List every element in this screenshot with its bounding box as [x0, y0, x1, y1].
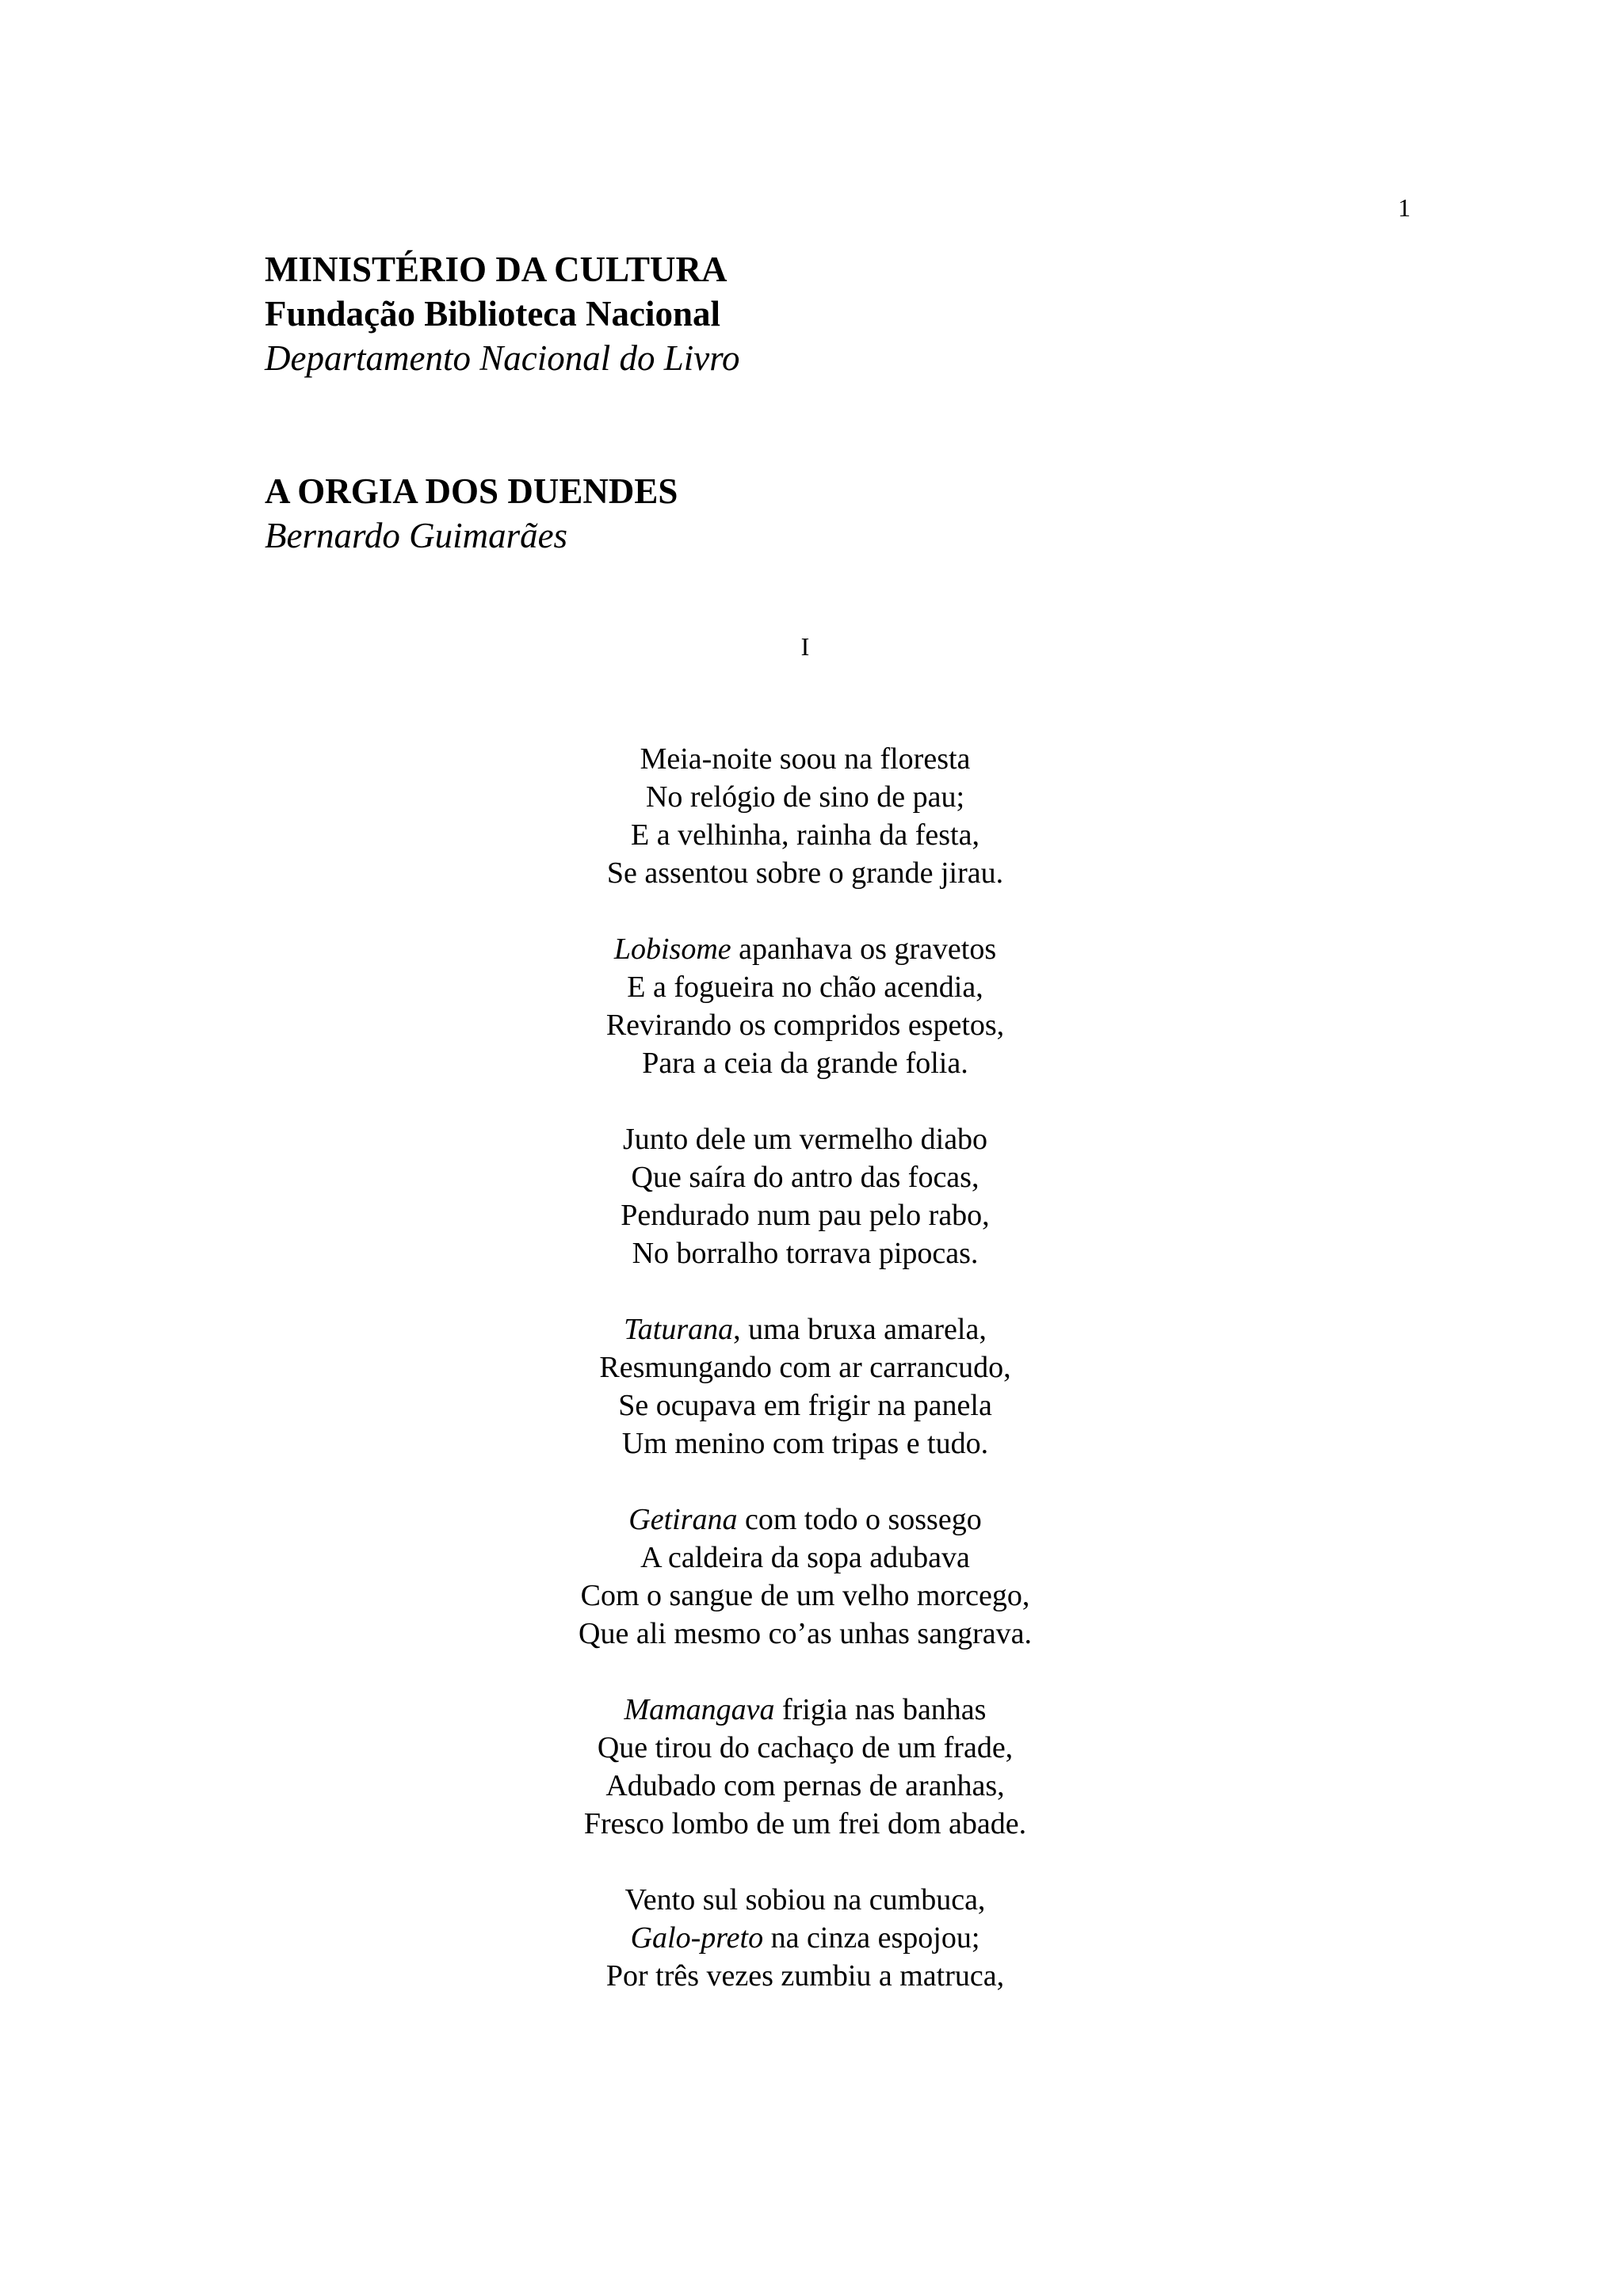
verse-line — [0, 1501, 1610, 1539]
verse-line — [0, 1729, 1610, 1767]
verse-text: na cinza espojou; — [763, 1921, 980, 1955]
verse-line — [0, 968, 1610, 1006]
verse-line — [0, 1348, 1610, 1386]
poem-body — [0, 740, 1610, 2033]
verse-italic-name: Galo-preto — [630, 1921, 764, 1955]
verse-line — [0, 740, 1610, 778]
verse-line — [0, 816, 1610, 854]
verse-text: Que saíra do antro das focas, — [631, 1161, 980, 1194]
foundation-heading: Fundação Biblioteca Nacional — [265, 294, 721, 334]
stanza — [0, 1691, 1610, 1843]
verse-text: A caldeira da sopa adubava — [640, 1541, 970, 1574]
verse-text: Meia-noite soou na floresta — [640, 742, 971, 776]
verse-text: E a fogueira no chão acendia, — [627, 971, 983, 1004]
verse-line — [0, 1919, 1610, 1957]
verse-line — [0, 1006, 1610, 1044]
verse-line — [0, 1196, 1610, 1234]
verse-line — [0, 1425, 1610, 1463]
verse-text: frigia nas banhas — [774, 1693, 987, 1726]
verse-line — [0, 1386, 1610, 1425]
page-number: 1 — [1398, 193, 1411, 222]
verse-italic-name: Getirana — [628, 1503, 738, 1536]
verse-line — [0, 1577, 1610, 1615]
verse-line — [0, 1044, 1610, 1082]
verse-text: No relógio de sino de pau; — [645, 780, 965, 814]
verse-text: Resmungando com ar carrancudo, — [599, 1351, 1011, 1384]
verse-line — [0, 1615, 1610, 1653]
verse-text: , uma bruxa amarela, — [733, 1313, 987, 1346]
work-author: Bernardo Guimarães — [265, 516, 568, 555]
verse-text: No borralho torrava pipocas. — [632, 1237, 979, 1270]
verse-text: Se assentou sobre o grande jirau. — [606, 856, 1004, 890]
document-header — [265, 247, 740, 380]
verse-text: Para a ceia da grande folia. — [642, 1047, 968, 1080]
stanza — [0, 1881, 1610, 1995]
section-numeral: I — [800, 632, 810, 661]
verse-line — [0, 1691, 1610, 1729]
verse-line — [0, 854, 1610, 892]
verse-text: apanhava os gravetos — [731, 933, 997, 966]
verse-text: Se ocupava em frigir na panela — [618, 1389, 992, 1422]
department-heading: Departamento Nacional do Livro — [265, 338, 740, 378]
ministry-heading: MINISTÉRIO DA CULTURA — [265, 250, 727, 289]
work-title-block — [265, 469, 678, 558]
verse-text: Com o sangue de um velho morcego, — [580, 1579, 1030, 1612]
verse-text: Que tirou do cachaço de um frade, — [597, 1731, 1014, 1764]
verse-line — [0, 1767, 1610, 1805]
stanza — [0, 930, 1610, 1082]
verse-line — [0, 778, 1610, 816]
verse-text: Vento sul sobiou na cumbuca, — [624, 1883, 986, 1917]
verse-text: Um menino com tripas e tudo. — [621, 1427, 989, 1460]
verse-line — [0, 1957, 1610, 1995]
stanza — [0, 1310, 1610, 1463]
verse-italic-name: Taturana — [624, 1313, 734, 1346]
verse-line — [0, 1158, 1610, 1196]
verse-line — [0, 1805, 1610, 1843]
verse-text: E a velhinha, rainha da festa, — [631, 818, 980, 852]
verse-line — [0, 1120, 1610, 1158]
stanza — [0, 740, 1610, 892]
verse-line — [0, 1539, 1610, 1577]
verse-text: Por três vezes zumbiu a matruca, — [605, 1959, 1005, 1993]
verse-line — [0, 1881, 1610, 1919]
verse-text: Que ali mesmo co’as unhas sangrava. — [579, 1617, 1032, 1650]
verse-text: Adubado com pernas de aranhas, — [605, 1769, 1005, 1802]
verse-line — [0, 930, 1610, 968]
stanza — [0, 1501, 1610, 1653]
stanza — [0, 1120, 1610, 1272]
verse-italic-name: Lobisome — [613, 933, 731, 966]
verse-text: Junto dele um vermelho diabo — [622, 1123, 988, 1156]
verse-line — [0, 1310, 1610, 1348]
verse-text: Pendurado num pau pelo rabo, — [621, 1199, 990, 1232]
verse-text: Revirando os compridos espetos, — [605, 1009, 1005, 1042]
verse-line — [0, 1234, 1610, 1272]
verse-text: com todo o sossego — [737, 1503, 982, 1536]
verse-text: Fresco lombo de um frei dom abade. — [583, 1807, 1027, 1840]
work-title: A ORGIA DOS DUENDES — [265, 471, 678, 511]
verse-italic-name: Mamangava — [624, 1693, 775, 1726]
